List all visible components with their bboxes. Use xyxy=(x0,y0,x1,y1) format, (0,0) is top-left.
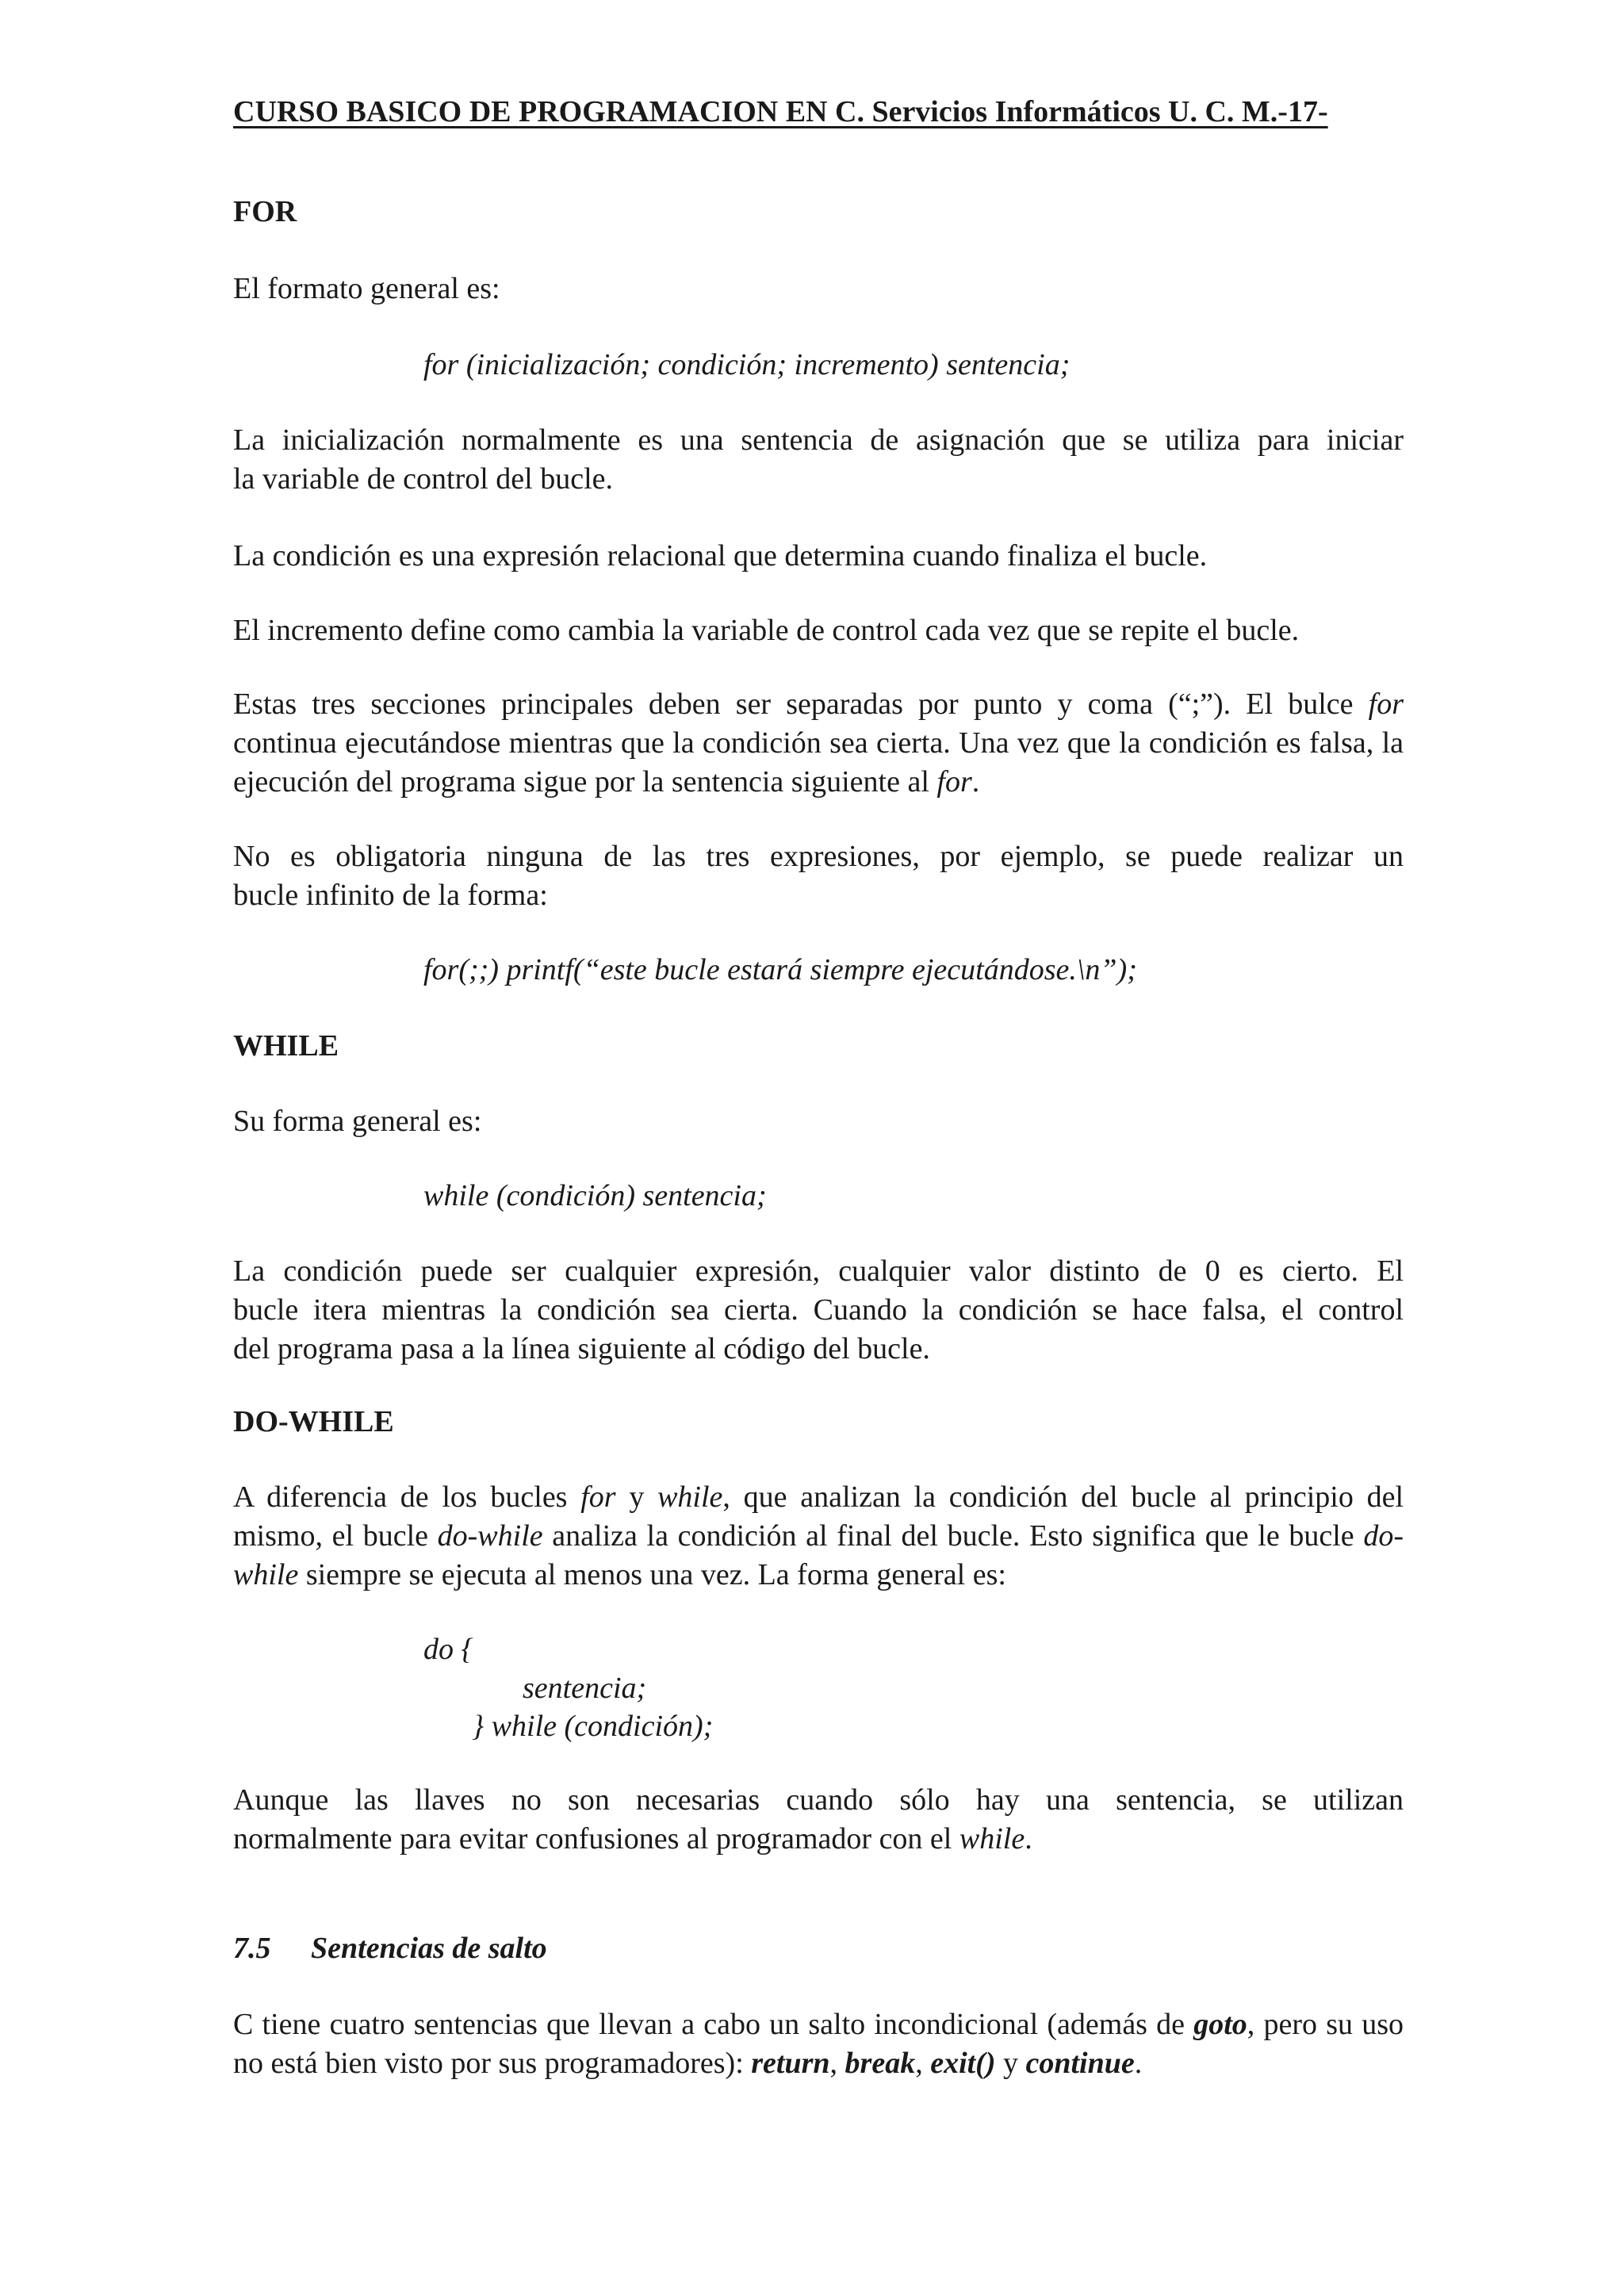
goto-keyword: goto xyxy=(1193,2008,1247,2041)
for-sections-paragraph xyxy=(233,685,1404,802)
for-init-line2: la variable de control del bucle. xyxy=(233,462,614,496)
dowhile-text-b: y xyxy=(615,1480,658,1514)
for-optional-line1: No es obligatoria ninguna de las tres expresiones, por ejemplo, se puede realizar un xyxy=(233,840,1404,873)
jump-statements-paragraph xyxy=(233,2005,1404,2083)
for-init-paragraph xyxy=(233,421,1404,499)
for-incr-paragraph: El incremento define como cambia la variable de control cada vez que se repite el bucle. xyxy=(233,614,1300,647)
dowhile-keyword: do-while xyxy=(233,1519,1404,1591)
dowhile-braces-line1: Aunque las llaves no son necesarias cuando sólo hay una sentencia, se utilizan xyxy=(233,1783,1404,1817)
page-header: CURSO BASICO DE PROGRAMACION EN C. Servicios Informáticos U. C. M.-17- xyxy=(233,95,1328,128)
dowhile-code-line1: do { xyxy=(423,1633,473,1666)
while-keyword: while xyxy=(657,1480,723,1514)
for-keyword: for xyxy=(580,1480,616,1514)
dowhile-braces-paragraph xyxy=(233,1781,1404,1859)
for-sections-text-a: Estas tres secciones principales deben ser separadas por punto y coma (“;”). El bulce xyxy=(233,687,1369,721)
jump-separator: , xyxy=(915,2047,931,2080)
dowhile-code-line2: sentencia; xyxy=(523,1672,647,1705)
while-cond-line2: bucle itera mientras la condición sea cierta. Cuando la condición se hace falsa, el control xyxy=(233,1293,1404,1327)
for-syntax: for (inicialización; condición; incremento) sentencia; xyxy=(423,348,1071,381)
dowhile-code-line3: } while (condición); xyxy=(472,1710,714,1743)
dowhile-heading: DO-WHILE xyxy=(233,1405,394,1438)
for-keyword: for xyxy=(1368,687,1404,721)
for-cond-paragraph: La condición es una expresión relacional que determina cuando finaliza el bucle. xyxy=(233,539,1208,573)
for-init-line1: La inicialización normalmente es una sentencia de asignación que se utiliza para iniciar xyxy=(233,423,1404,457)
jump-text-b: , pero su uso no está bien visto por sus programadores): xyxy=(233,2008,1404,2080)
section-7-5-heading xyxy=(233,1929,1404,1968)
for-heading: FOR xyxy=(233,195,297,228)
break-keyword: break xyxy=(845,2047,916,2080)
dowhile-paragraph xyxy=(233,1478,1404,1595)
for-example: for(;;) printf(“este bucle estará siempre ejecutándose.\n”); xyxy=(423,953,1137,986)
exit-keyword: exit() xyxy=(930,2047,996,2080)
for-intro: El formato general es: xyxy=(233,272,500,305)
dowhile-keyword: do-while xyxy=(437,1519,543,1553)
for-optional-line2: bucle infinito de la forma: xyxy=(233,879,548,912)
jump-end: . xyxy=(1134,2047,1143,2080)
while-cond-line3: del programa pasa a la línea siguiente al código del bucle. xyxy=(233,1332,930,1365)
continue-keyword: continue xyxy=(1025,2047,1135,2080)
dowhile-text-e: siempre se ejecuta al menos una vez. La forma general es: xyxy=(298,1558,1006,1591)
section-number: 7.5 xyxy=(233,1932,271,1965)
while-heading: WHILE xyxy=(233,1029,339,1063)
while-cond-line1: La condición puede ser cualquier expresión, cualquier valor distinto de 0 es cierto. El xyxy=(233,1254,1404,1288)
while-intro: Su forma general es: xyxy=(233,1105,482,1138)
while-syntax: while (condición) sentencia; xyxy=(423,1179,767,1212)
dowhile-text-c: , que analizan la condición del bucle al principio del mismo, el bucle xyxy=(233,1480,1404,1553)
jump-separator: , xyxy=(829,2047,845,2080)
for-sections-end: . xyxy=(971,765,980,798)
dowhile-braces-line2 xyxy=(233,1820,1404,1859)
dowhile-text-d: analiza la condición al final del bucle. Esto significa que le bucle xyxy=(542,1519,1364,1553)
for-keyword: for xyxy=(936,765,972,798)
for-optional-paragraph xyxy=(233,837,1404,915)
dowhile-text-a: A diferencia de los bucles xyxy=(233,1480,581,1514)
while-keyword: while xyxy=(959,1822,1025,1855)
for-sections-text-b: continua ejecutándose mientras que la condición sea cierta. Una vez que la condición es falsa, la ejecución del programa sigue por la sentencia siguiente al xyxy=(233,726,1404,798)
dowhile-braces-text: normalmente para evitar confusiones al programador con el xyxy=(233,1822,959,1855)
jump-text-a: C tiene cuatro sentencias que llevan a cabo un salto incondicional (además de xyxy=(233,2008,1194,2041)
section-title: Sentencias de salto xyxy=(311,1932,547,1965)
return-keyword: return xyxy=(751,2047,830,2080)
while-cond-paragraph xyxy=(233,1252,1404,1369)
jump-separator: y xyxy=(995,2047,1026,2080)
dowhile-braces-end: . xyxy=(1025,1822,1032,1855)
